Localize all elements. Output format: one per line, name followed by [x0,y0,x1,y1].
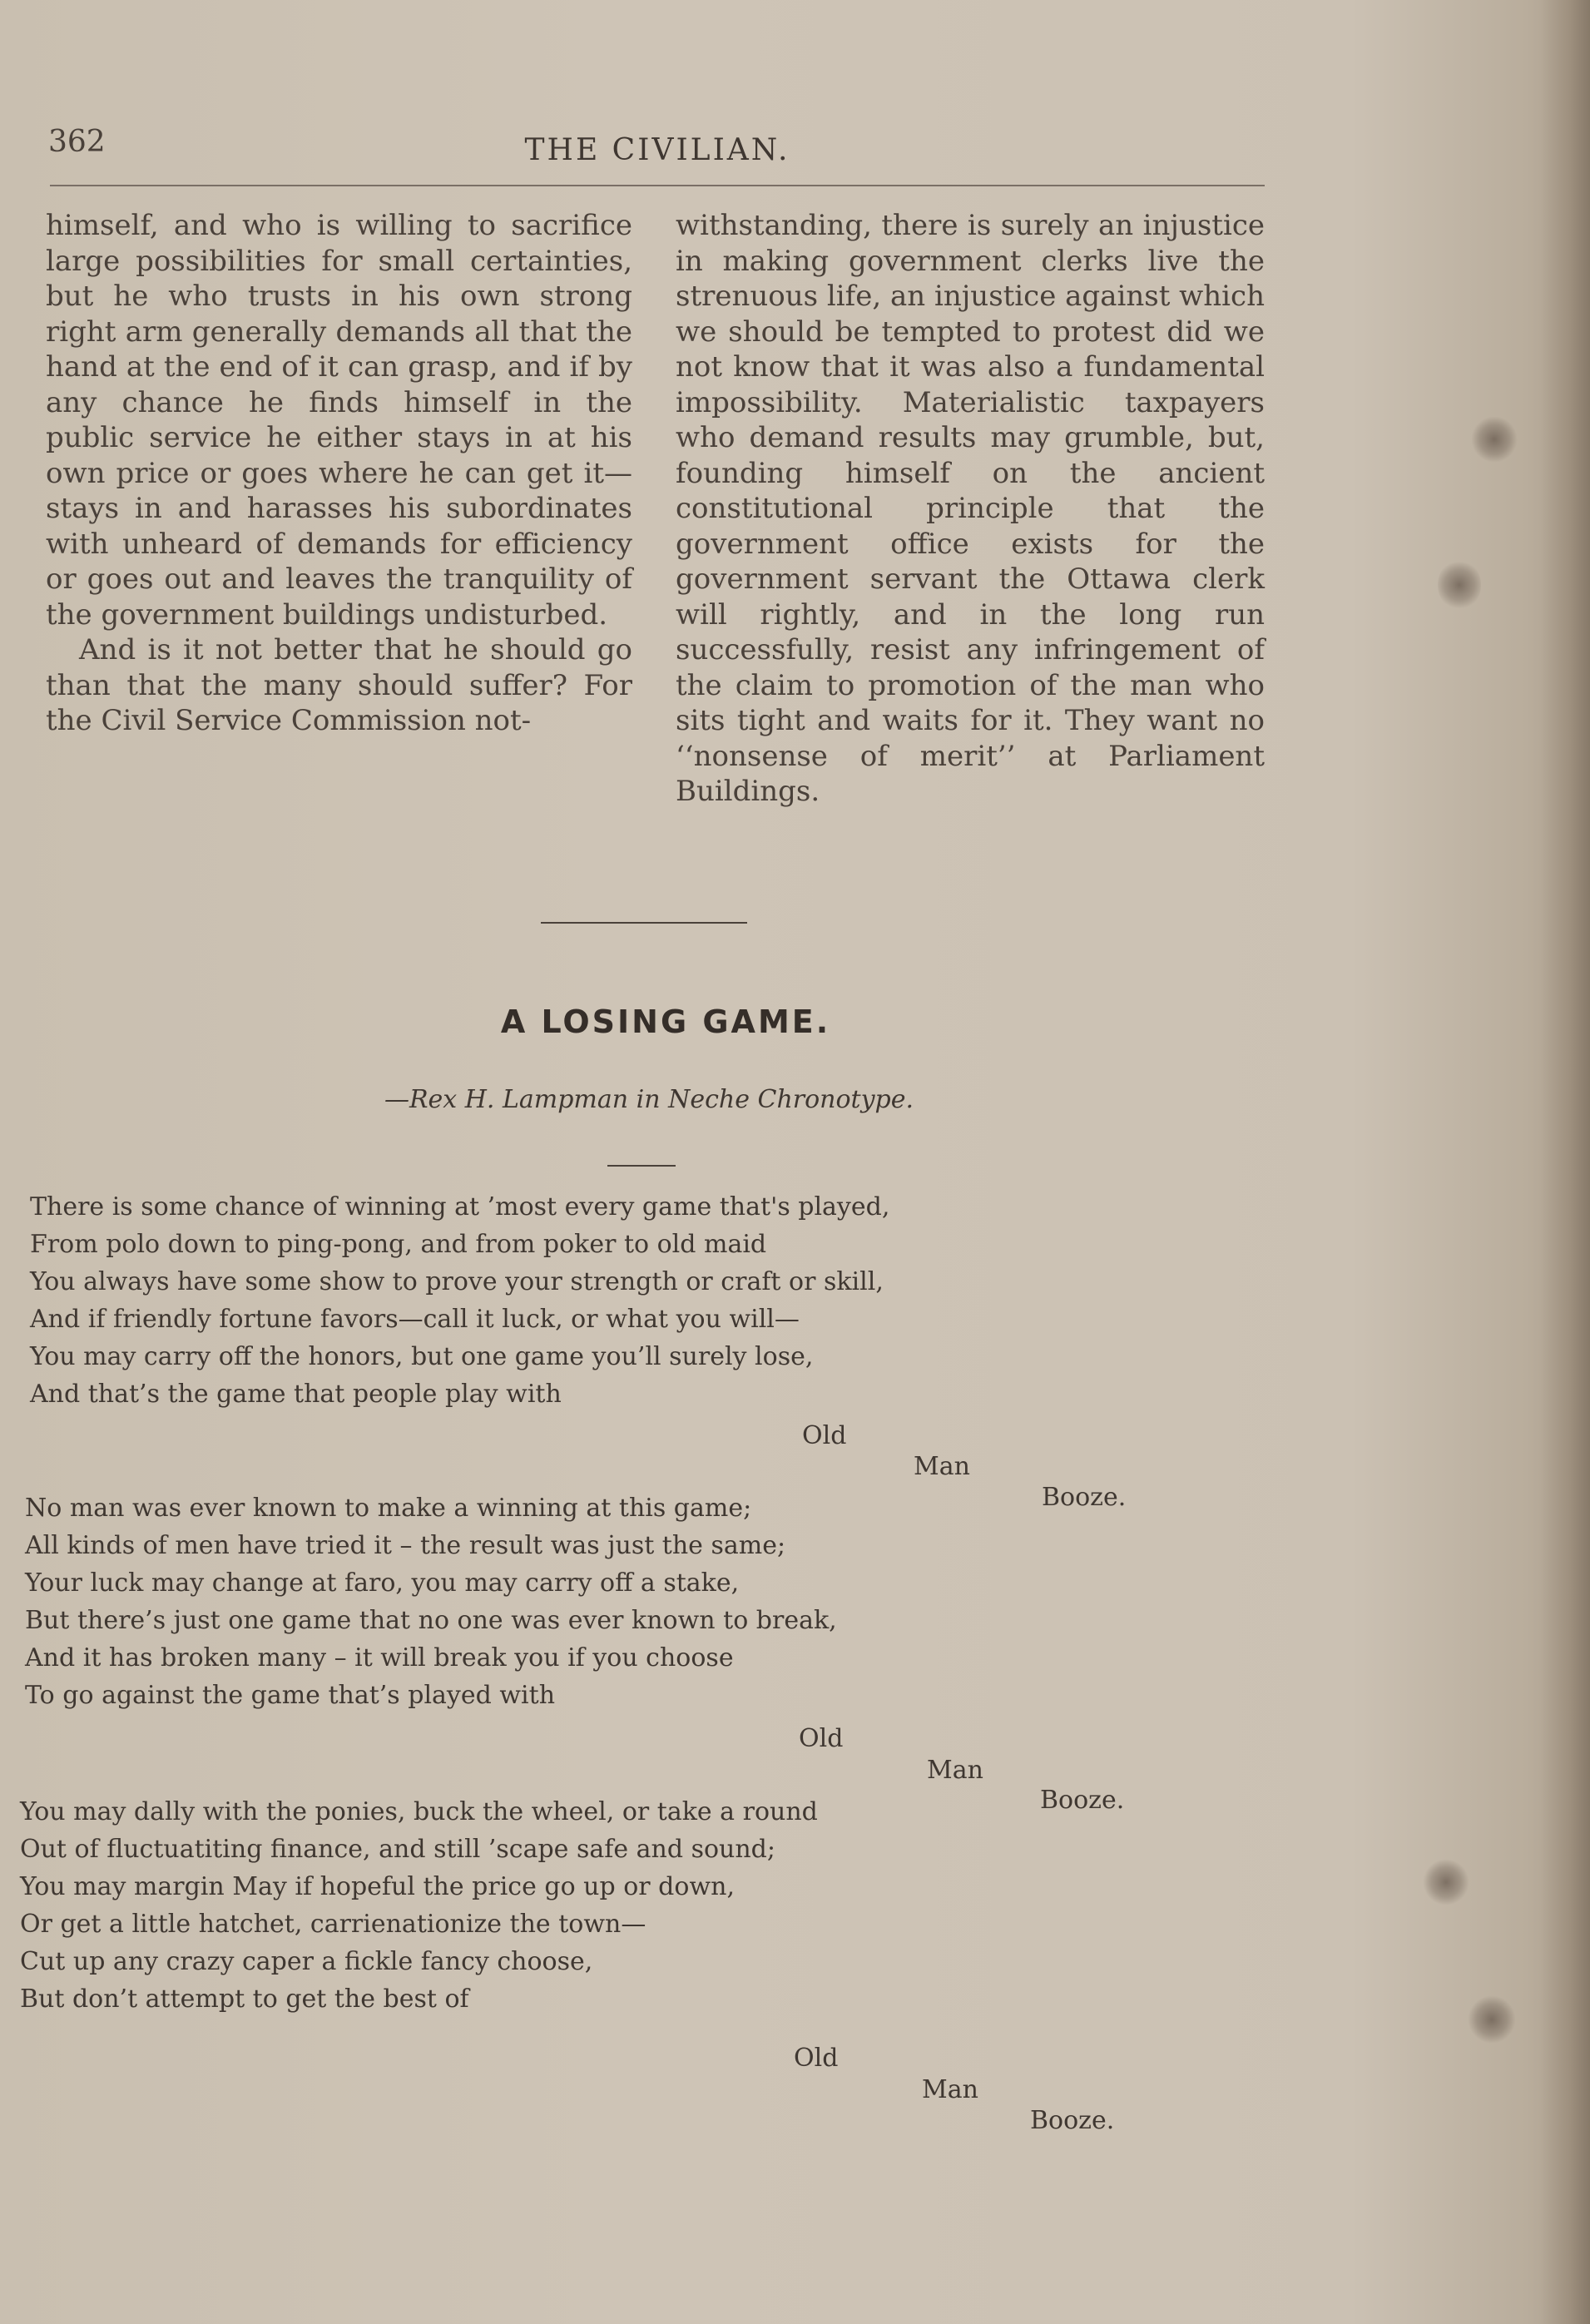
poem-line: Cut up any crazy caper a fickle fancy choose, [20,1947,593,1976]
poem-line: No man was ever known to make a winning at this game; [25,1494,752,1523]
poem-line: But don’t attempt to get the best of [20,1985,469,2014]
refrain-word-old: Old [794,2044,839,2073]
stain-mark [1471,416,1518,463]
stain-mark [1468,1995,1516,2044]
page-edge-shadow [1540,0,1590,2324]
byline-rule [607,1165,676,1167]
poem-line: Your luck may change at faro, you may carry off a stake, [25,1568,740,1598]
poem-line: Out of fluctuatiting finance, and still ’scape safe and sound; [20,1835,775,1864]
stain-mark [1438,559,1481,611]
page-number: 362 [48,125,106,159]
poem-line: There is some chance of winning at ’most every game that's played, [30,1192,890,1221]
poem-stanza-3 [20,1793,818,2018]
paragraph: withstanding, there is surely an injustice in making government clerks live the strenuous life, an injustice against which we should be tempted to protest did we not know that it was also a fundamental impossibility. Materialistic taxpayers who demand results may grumble, but, founding himself on the ancient constitutional principle that the government office exists for the government servant the Ottawa clerk will rightly, and in the long run successfully, resist any infringement of the claim to promotion of the man who sits tight and waits for it. They want no ‘‘nonsense of merit’’ at Parliament Buildings. [676,209,1265,808]
refrain-word-man: Man [927,1756,983,1785]
poem-line: And if friendly fortune favors—call it luck, or what you will— [30,1305,800,1334]
poem-title: A LOSING GAME. [500,1003,831,1040]
poem-line: You may dally with the ponies, buck the wheel, or take a round [20,1797,818,1826]
article-right-column [676,208,1265,810]
paragraph: And is it not better that he should go than that the many should suffer? For the Civil Service Commission not- [46,633,632,737]
poem-stanza-2 [25,1489,837,1714]
refrain-word-man: Man [922,2075,978,2104]
refrain-word-old: Old [802,1421,847,1450]
poem-line: From polo down to ping-pong, and from poker to old maid [30,1230,767,1259]
refrain-word-man: Man [914,1452,970,1481]
refrain-word-booze: Booze. [1030,2106,1115,2135]
article-left-column [46,208,632,739]
poem-line: You may carry off the honors, but one game you’ll surely lose, [30,1342,814,1371]
poem-line: To go against the game that’s played with [25,1681,556,1710]
refrain-word-old: Old [799,1724,844,1753]
poem-line: Or get a little hatchet, carrienationize the town— [20,1910,646,1939]
stain-mark [1423,1859,1469,1905]
header-rule [50,185,1265,186]
poem-line: And that’s the game that people play with [30,1380,562,1409]
poem-line: You may margin May if hopeful the price go up or down, [20,1872,735,1901]
poem-line: You always have some show to prove your strength or craft or skill, [30,1267,884,1296]
poem-line: But there’s just one game that no one was ever known to break, [25,1606,837,1635]
paragraph: himself, and who is willing to sacrifice large possibilities for small certainties, but he who trusts in his own strong right arm generally demands all that the hand at the end of it can grasp, and if by any chance he finds himself in the public service he either stays in at his own price or goes where he can get it—stays in and harasses his subordinates with unheard of demands for efficiency or goes out and leaves the tranquility of the government buildings undisturbed. [46,209,632,632]
refrain-word-booze: Booze. [1042,1483,1127,1512]
section-separator [541,922,747,924]
poem-line: And it has broken many – it will break you if you choose [25,1643,734,1672]
poem-line: All kinds of men have tried it – the result was just the same; [25,1531,786,1560]
publication-title: THE CIVILIAN. [524,133,790,167]
poem-stanza-1 [30,1188,889,1413]
refrain-word-booze: Booze. [1040,1786,1125,1815]
poem-byline: —Rex H. Lampman in Neche Chronotype. [384,1085,914,1114]
